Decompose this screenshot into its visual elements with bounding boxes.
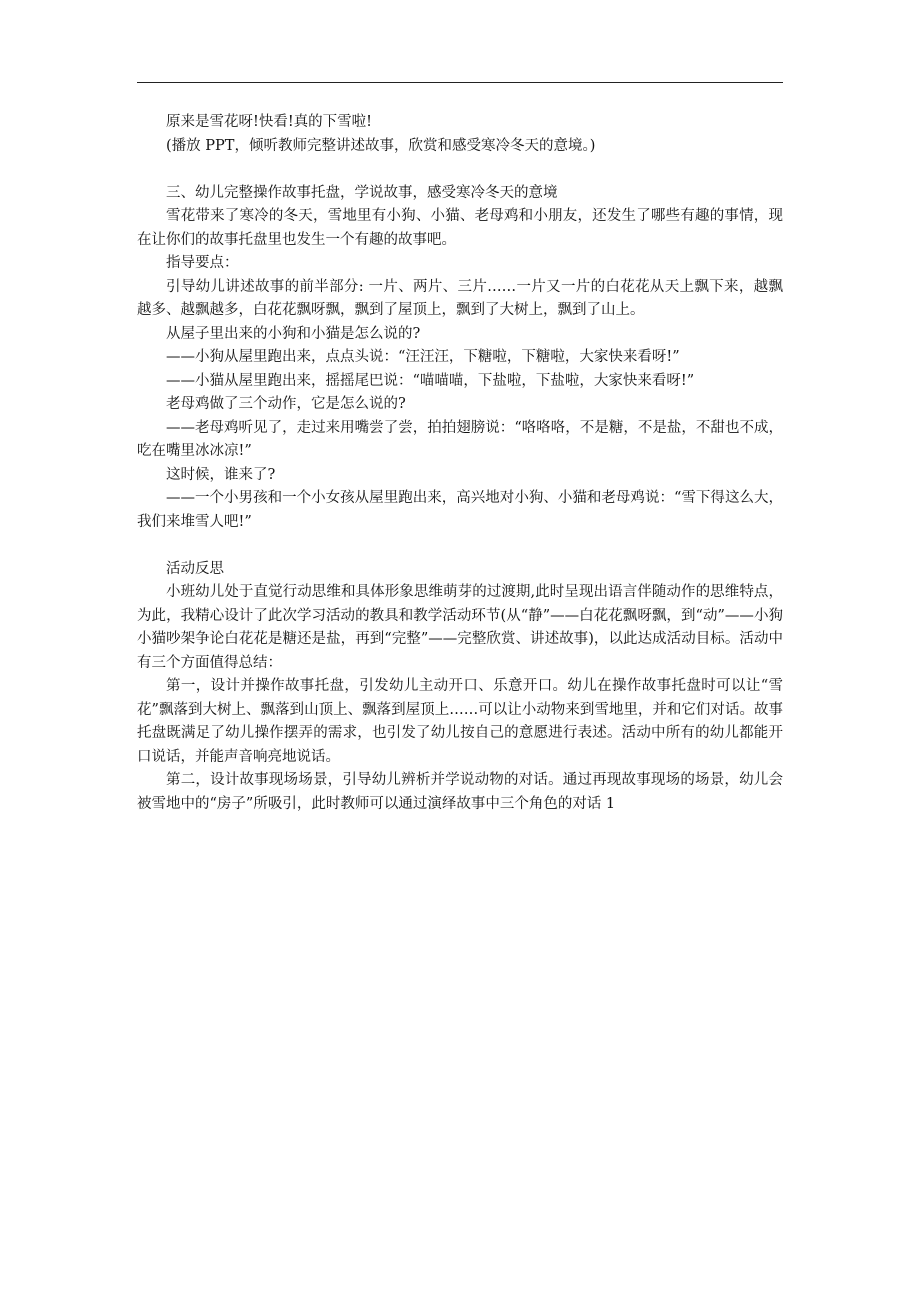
paragraph: (播放 PPT，倾听教师完整讲述故事，欣赏和感受寒冷冬天的意境。) bbox=[166, 137, 596, 154]
paragraph: 这时候，谁来了? bbox=[166, 466, 276, 483]
paragraph: ——一个小男孩和一个小女孩从屋里跑出来，高兴地对小狗、小猫和老母鸡说：“雪下得这么大，我们来堆雪人吧!” bbox=[137, 490, 783, 530]
paragraph: 指导要点： bbox=[166, 255, 239, 271]
header-rule bbox=[137, 82, 783, 83]
paragraph: 原来是雪花呀!快看!真的下雪啦! bbox=[166, 114, 372, 130]
section-heading: 活动反思 bbox=[166, 560, 224, 577]
paragraph: ——老母鸡听见了，走过来用嘴尝了尝，拍拍翅膀说：“咯咯咯，不是糖，不是盐，不甜也不成，吃在嘴里冰冰凉!” bbox=[137, 419, 783, 459]
blank-line bbox=[137, 534, 783, 558]
blank-line bbox=[137, 158, 783, 182]
paragraph: ——小猫从屋里跑出来，摇摇尾巴说：“喵喵喵，下盐啦，下盐啦，大家快来看呀!” bbox=[166, 372, 695, 389]
paragraph: 第一，设计并操作故事托盘，引发幼儿主动开口、乐意开口。幼儿在操作故事托盘时可以让“雪花”飘落到大树上、飘落到山顶上、飘落到屋顶上……可以让小动物来到雪地里，并和它们对话。故事托盘既满足了幼儿操作摆弄的需求，也引发了幼儿按自己的意愿进行表述。活动中所有的幼儿都能开口说话，并能声音响亮地说话。 bbox=[137, 678, 783, 765]
paragraph: 老母鸡做了三个动作，它是怎么说的? bbox=[166, 396, 406, 412]
paragraph: 小班幼儿处于直觉行动思维和具体形象思维萌芽的过渡期,此时呈现出语言伴随动作的思维特点，为此，我精心设计了此次学习活动的教具和教学活动环节(从“静”——白花花飘呀飘，到“动”——小狗小猫吵架争论白花花是糖还是盐，再到“完整”——完整欣赏、讲述故事)，以此达成活动目标。活动中有三个方面值得总结： bbox=[137, 584, 783, 671]
paragraph: 从屋子里出来的小狗和小猫是怎么说的? bbox=[166, 325, 421, 342]
section-heading: 三、幼儿完整操作故事托盘，学说故事，感受寒冷冬天的意境 bbox=[166, 184, 558, 201]
paragraph: 雪花带来了寒冷的冬天，雪地里有小狗、小猫、老母鸡和小朋友，还发生了哪些有趣的事情，现在让你们的故事托盘里也发生一个有趣的故事吧。 bbox=[137, 208, 783, 248]
document-body bbox=[137, 111, 783, 816]
paragraph: ——小狗从屋里跑出来，点点头说：“汪汪汪，下糖啦，下糖啦，大家快来看呀!” bbox=[166, 349, 680, 365]
paragraph: 第二，设计故事现场场景，引导幼儿辨析并学说动物的对话。通过再现故事现场的场景，幼儿会被雪地中的“房子”所吸引，此时教师可以通过演绎故事中三个角色的对话 1 bbox=[137, 772, 783, 812]
paragraph: 引导幼儿讲述故事的前半部分: 一片、两片、三片……一片又一片的白花花从天上飘下来，越飘越多、越飘越多，白花花飘呀飘，飘到了屋顶上，飘到了大树上，飘到了山上。 bbox=[137, 278, 783, 318]
